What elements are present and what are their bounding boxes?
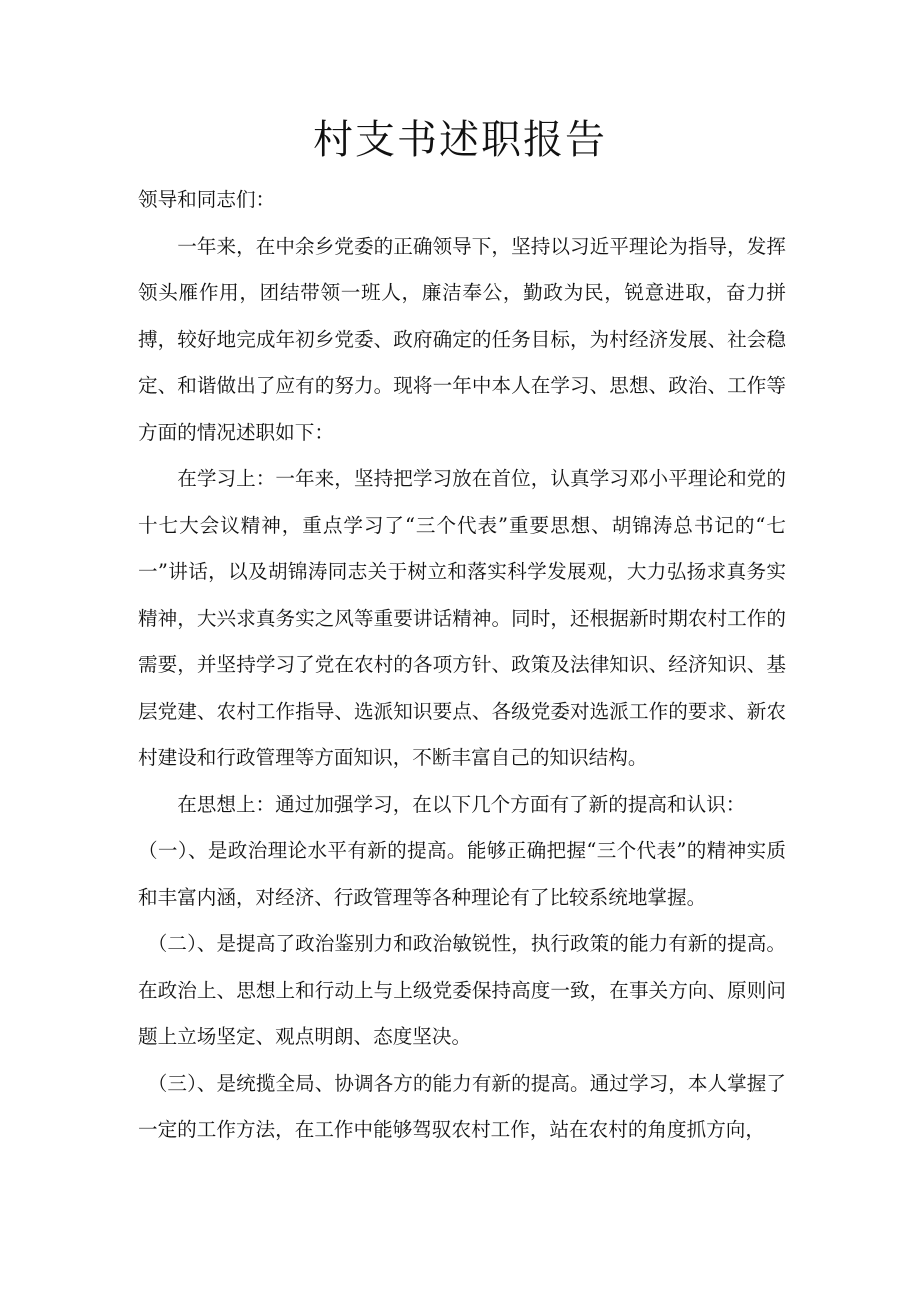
document-body (138, 177, 786, 1154)
paragraph-point-1: （一）、是政治理论水平有新的提高。能够正确把握“三个代表”的精神实质和丰富内涵，对经济、行政管理等各种理论有了比较系统地掌握。 (138, 839, 786, 909)
paragraph-point-3: （三）、是统揽全局、协调各方的能力有新的提高。通过学习，本人掌握了一定的工作方法，在工作中能够驾驭农村工作，站在农村的角度抓方向， (138, 1071, 786, 1141)
paragraph-study: 在学习上：一年来，坚持把学习放在首位，认真学习邓小平理论和党的十七大会议精神，重点学习了“三个代表”重要思想、胡锦涛总书记的“七一”讲话，以及胡锦涛同志关于树立和落实科学发展观，大力弘扬求真务实精神，大兴求真务实之风等重要讲话精神。同时，还根据新时期农村工作的需要，并坚持学习了党在农村的各项方针、政策及法律知识、经济知识、基层党建、农村工作指导、选派知识要点、各级党委对选派工作的要求、新农村建设和行政管理等方面知识，不断丰富自己的知识结构。 (138, 467, 786, 769)
salutation: 领导和同志们： (138, 188, 276, 211)
paragraph-thought: 在思想上：通过加强学习，在以下几个方面有了新的提高和认识： (177, 792, 746, 816)
document-title: 村支书述职报告 (313, 117, 607, 163)
paragraph-point-2: （二）、是提高了政治鉴别力和政治敏锐性，执行政策的能力有新的提高。在政治上、思想上和行动上与上级党委保持高度一致，在事关方向、原则问题上立场坚定、观点明朗、态度坚决。 (138, 932, 786, 1048)
paragraph-intro: 一年来，在中余乡党委的正确领导下，坚持以习近平理论为指导，发挥领头雁作用，团结带领一班人，廉洁奉公，勤政为民，锐意进取，奋力拼搏，较好地完成年初乡党委、政府确定的任务目标，为村经济发展、社会稳定、和谐做出了应有的努力。现将一年中本人在学习、思想、政治、工作等方面的情况述职如下： (138, 234, 786, 444)
